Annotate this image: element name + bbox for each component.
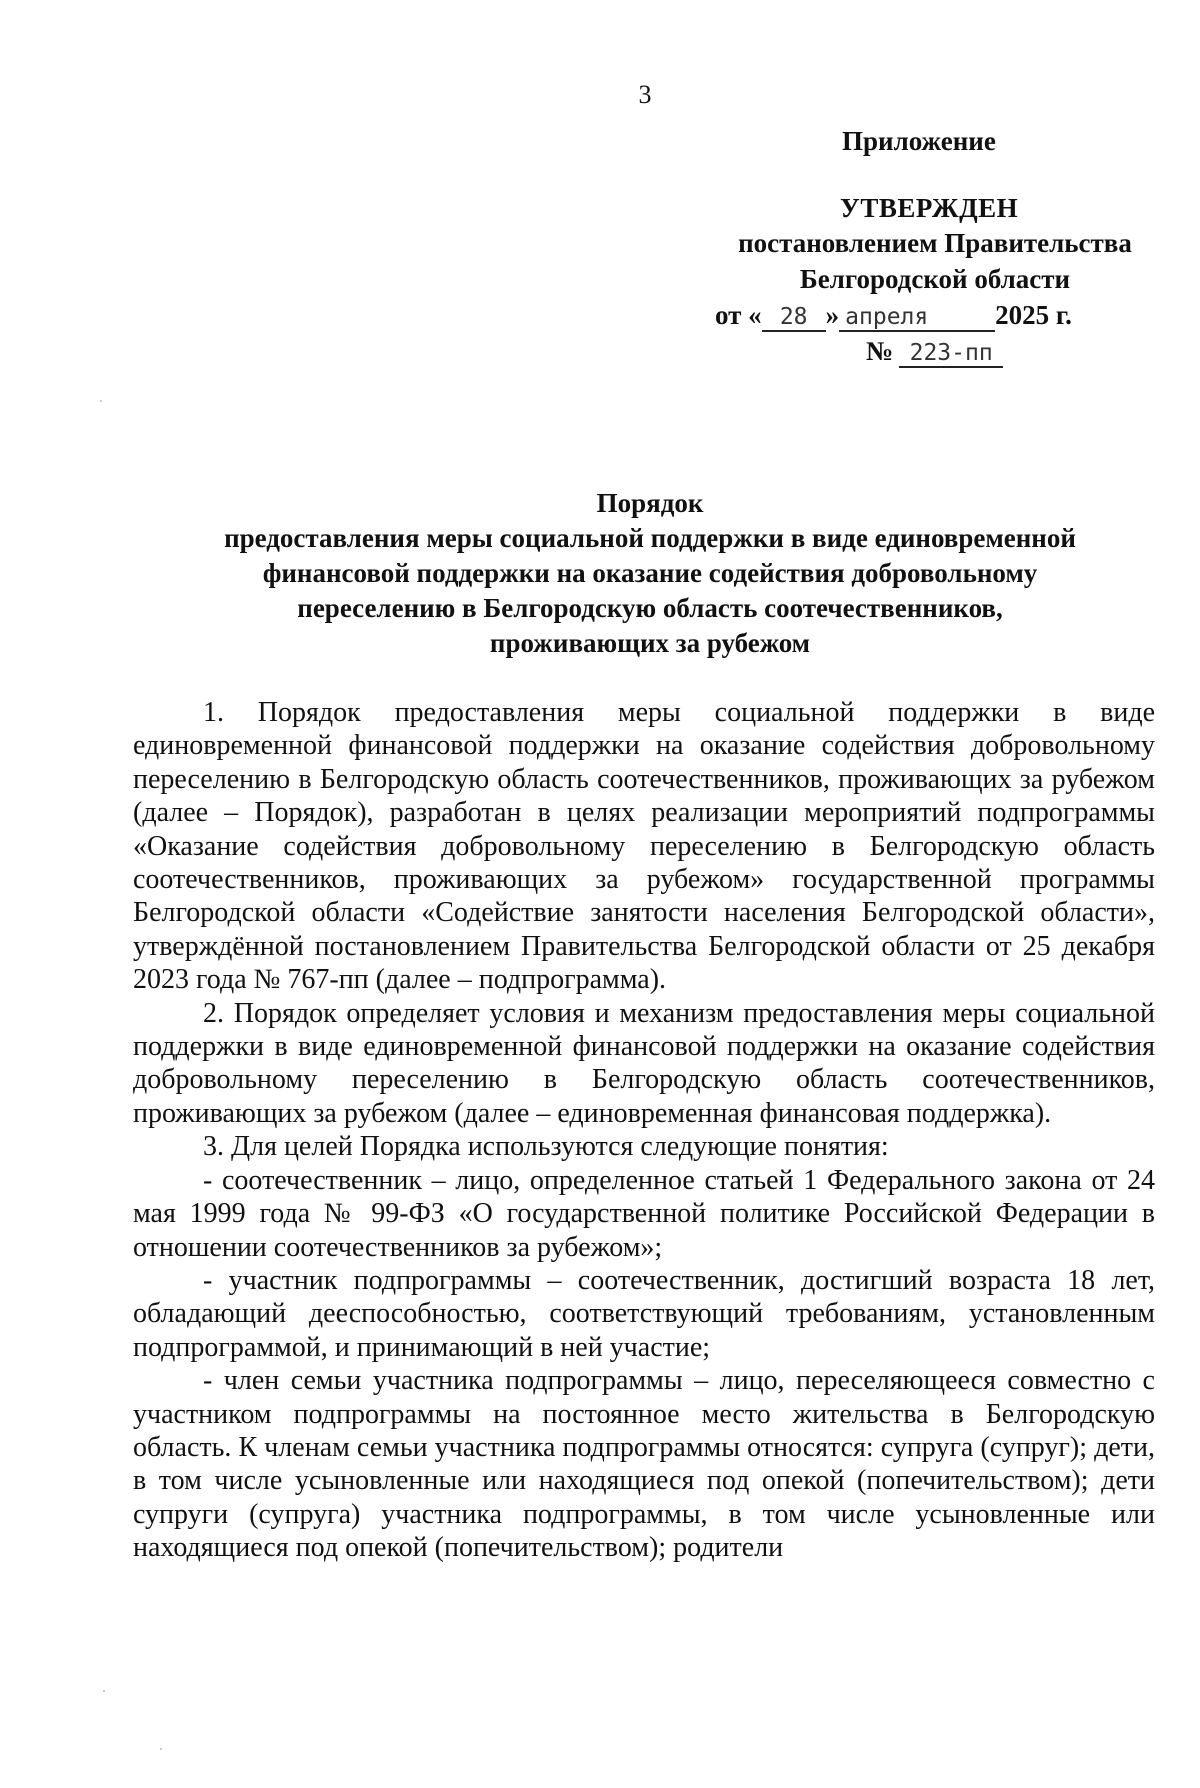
appendix-label: Приложение bbox=[842, 126, 996, 156]
paragraph-2: 2. Порядок определяет условия и механизм предоставления меры социальной поддержки в виде единовременной финансовой поддержки на оказание содействия добровольному переселению в Белгородскую область соотечественников, проживающих за рубежом (далее – единовременная финансовая поддержка). bbox=[133, 997, 1155, 1129]
paragraph-1: 1. Порядок предоставления меры социальной поддержки в виде единовременной финансовой поддержки на оказание содействия добровольному переселению в Белгородскую область соотечественников, проживающих за рубежом (далее – Порядок), разработан в целях реализации мероприятий подпрограммы «Оказание содействия добровольному переселению в Белгородскую область соотечественников, проживающих за рубежом» государственной программы Белгородской области «Содействие занятости населения Белгородской области», утверждённой постановлением Правительства Белгородской области от 25 декабря 2023 года № 767-пп (далее – подпрограмма). bbox=[133, 697, 1155, 996]
title-line-5: проживающих за рубежом bbox=[489, 628, 811, 658]
document-title bbox=[150, 486, 1150, 661]
scan-speck bbox=[160, 1748, 162, 1750]
page-number: 3 bbox=[638, 80, 652, 109]
title-line-2: предоставления меры социальной поддержки в виде единовременной bbox=[224, 523, 1076, 553]
date-year: 2025 г. bbox=[995, 300, 1072, 330]
date-day: 28 bbox=[762, 304, 826, 332]
approved-by-line-2: Белгородской области bbox=[799, 264, 1071, 294]
document-body bbox=[133, 696, 1155, 1565]
paragraph-5: - участник подпрограммы – соотечественник, достигший возраста 18 лет, обладающий дееспособностью, соответствующий требованиям, установленным подпрограммой, и принимающий в ней участие; bbox=[133, 1264, 1155, 1363]
approved-heading: УТВЕРЖДЕН bbox=[840, 193, 1019, 223]
paragraph-6: - член семьи участника подпрограммы – лицо, переселяющееся совместно с участником подпрограммы на постоянное место жительства в Белгородскую область. К членам семьи участника подпрограммы относятся: супруга (супруг); дети, в том числе усыновленные или находящиеся под опекой (попечительством); дети супруги (супруга) участника подпрограммы, в том числе усыновленные или находящиеся под опекой (попечительством); родители bbox=[133, 1365, 1155, 1564]
paragraph-3: 3. Для целей Порядка используются следующие понятия: bbox=[203, 1131, 889, 1163]
approval-number-line bbox=[866, 336, 1166, 368]
date-month: апреля bbox=[839, 304, 995, 332]
number-value: 223-пп bbox=[899, 340, 1003, 368]
scan-speck bbox=[103, 1690, 105, 1692]
approved-by-line-1: постановлением Правительства bbox=[738, 228, 1132, 258]
number-prefix: № bbox=[866, 336, 894, 366]
title-line-1: Порядок bbox=[596, 488, 704, 518]
scan-speck bbox=[100, 400, 102, 402]
paragraph-4: - соотечественник – лицо, определенное статьей 1 Федерального закона от 24 мая 1999 года № 99-ФЗ «О государственной политике Российской Федерации в отношении соотечественников за рубежом»; bbox=[133, 1164, 1155, 1263]
date-prefix: от « bbox=[715, 300, 762, 330]
approval-date-line bbox=[715, 300, 1175, 332]
date-mid: » bbox=[825, 300, 840, 330]
title-line-3: финансовой поддержки на оказание содействия добровольному bbox=[262, 558, 1038, 588]
title-line-4: переселению в Белгородскую область соотечественников, bbox=[297, 593, 1003, 623]
